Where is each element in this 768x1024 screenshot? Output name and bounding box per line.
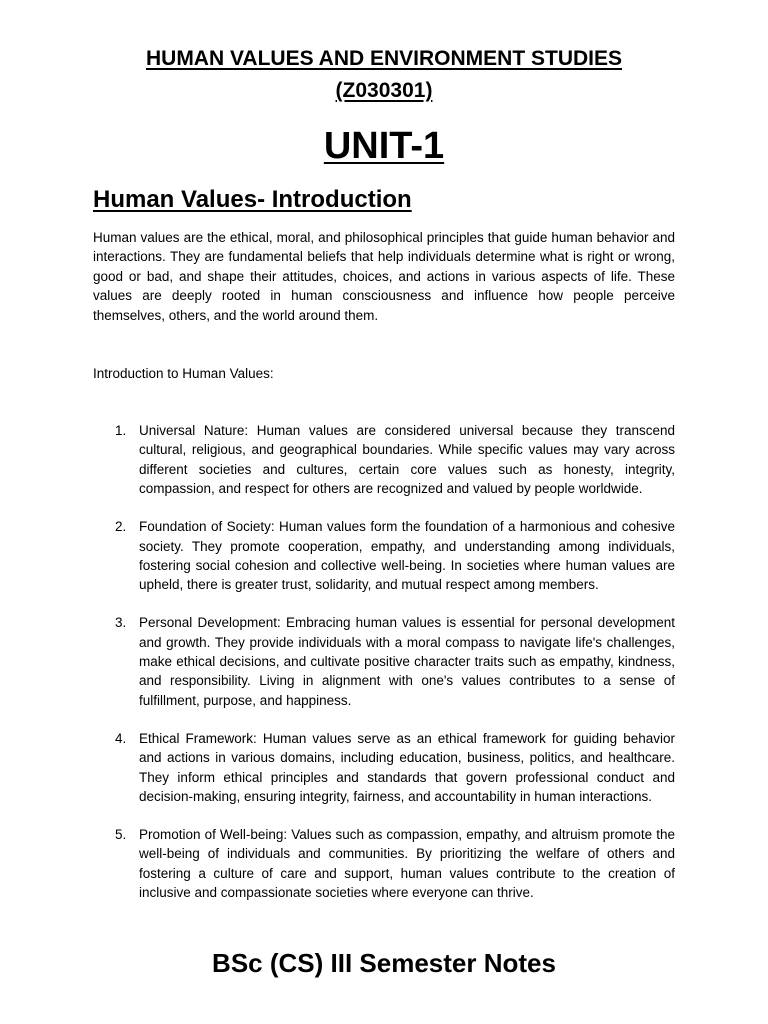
list-item-number: 2. (115, 519, 127, 535)
list-item (93, 729, 675, 807)
list-item-text: Ethical Framework: Human values serve as an ethical framework for guiding behavior and actions in various domains, including education, business, politics, and healthcare. They inform ethical principles and standards that govern professional conduct and decision-making, ensuring integrity, fairness, and accountability in human interactions. (139, 730, 675, 804)
course-code-text: (Z030301) (335, 79, 433, 102)
course-title-text: HUMAN VALUES AND ENVIRONMENT STUDIES (145, 47, 623, 70)
list-item-text: Promotion of Well-being: Values such as compassion, empathy, and altruism promote the well-being of individuals and communities. By prioritizing the welfare of others and fostering a culture of care and support, human values contribute to the creation of inclusive and compassionate societies where everyone can thrive. (139, 826, 675, 901)
list-item-number: 3. (115, 615, 127, 631)
list-item-number: 1. (115, 423, 127, 438)
list-item (93, 517, 675, 595)
human-values-list (93, 421, 675, 921)
list-item-text: Universal Nature: Human values are considered universal because they transcend cultural, religious, and geographical boundaries. While specific values may vary across different societies and cultures, certain core values such as honesty, integrity, compassion, and respect for others are recognized and valued by people worldwide. (139, 423, 675, 497)
intro-paragraph: Human values are the ethical, moral, and philosophical principles that guide human behavior and interactions. They are fundamental beliefs that help individuals determine what is right or wrong, good or bad, and shape their attitudes, choices, and actions in various aspects of life. These values are deeply rooted in human consciousness and influence how people perceive themselves, others, and the world around them. (93, 230, 675, 323)
list-intro-label: Introduction to Human Values: (93, 366, 274, 381)
course-code (0, 77, 768, 105)
list-item (93, 825, 675, 903)
section-heading: Human Values- Introduction (93, 186, 412, 213)
list-item-text: Foundation of Society: Human values form the foundation of a harmonious and cohesive society. They promote cooperation, empathy, and understanding among individuals, fostering social cohesion and collective well-being. In societies where human values are upheld, there is greater trust, solidarity, and mutual respect among members. (139, 519, 675, 593)
list-item-number: 4. (115, 730, 127, 746)
course-title (0, 44, 768, 74)
list-item (93, 421, 675, 499)
unit-title (0, 121, 768, 171)
list-item-text: Personal Development: Embracing human values is essential for personal development and growth. They provide individuals with a moral compass to navigate life's challenges, make ethical decisions, and cultivate positive character traits such as empathy, kindness, and responsibility. Living in alignment with one's values contributes to a sense of fulfillment, purpose, and happiness. (139, 615, 675, 708)
unit-title-text: UNIT-1 (323, 125, 445, 167)
list-item (93, 613, 675, 710)
list-item-number: 5. (115, 826, 127, 842)
footer-note: BSc (CS) III Semester Notes (212, 948, 556, 978)
